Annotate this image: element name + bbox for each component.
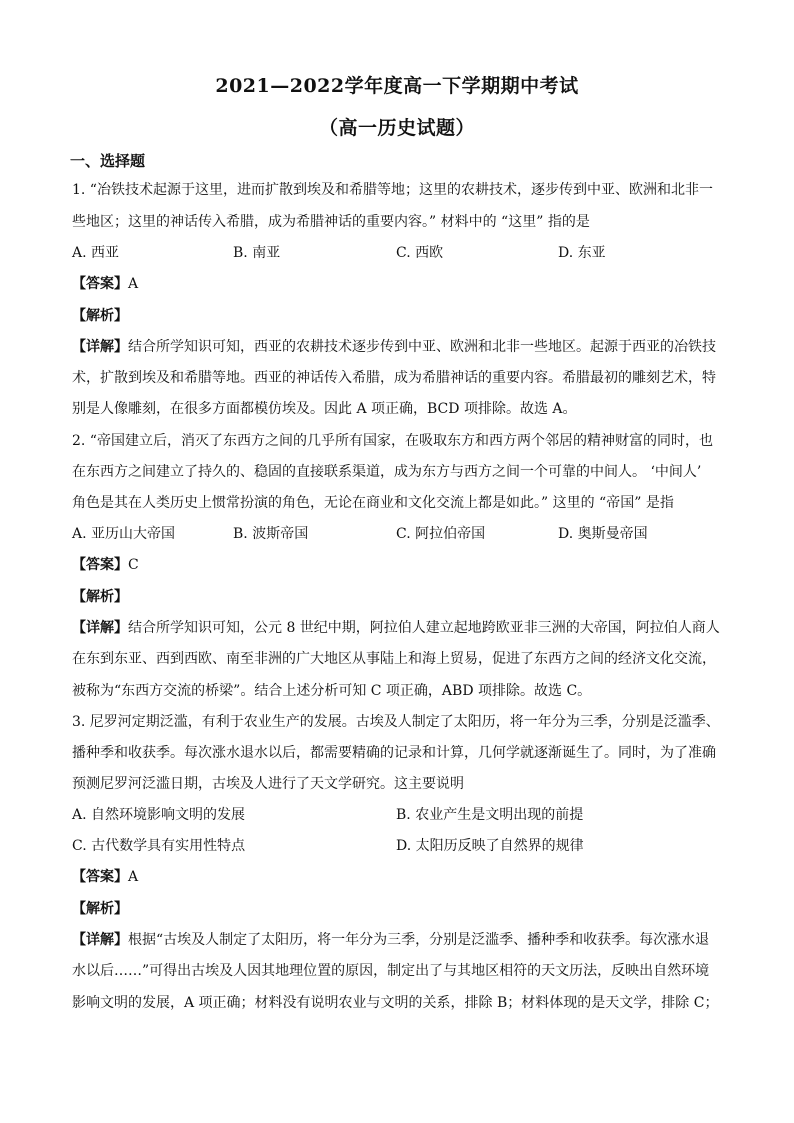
- answer-value: A: [128, 869, 139, 885]
- answer-value: C: [128, 557, 139, 573]
- q1-detail-line3: 别是人像雕刻，在很多方面都模仿埃及。因此 A 项正确，BCD 项排除。故选 A。: [72, 401, 577, 417]
- exam-title: 2021—2022学年度高一下学期期中考试: [215, 75, 579, 97]
- q3-detail-line1: [72, 930, 732, 950]
- q3-answer: [72, 867, 732, 887]
- q1-option-b: B. 南亚: [233, 245, 281, 261]
- answer-value: A: [128, 276, 139, 292]
- detail-text: 结合所学知识可知，西亚的农耕技术逐步传到中亚、欧洲和北非一些地区。起源于西亚的冶铁技: [128, 339, 716, 355]
- q3-stem-line3: 预测尼罗河泛滥日期，古埃及人进行了天文学研究。这主要说明: [72, 776, 464, 792]
- detail-text: 结合所学知识可知，公元 8 世纪中期，阿拉伯人建立起地跨欧亚非三洲的大帝国，阿拉伯人商人: [128, 620, 720, 636]
- q2-stem-line2: 在东西方之间建立了持久的、稳固的直接联系渠道，成为东方与西方之间一个可靠的中间人。 ‘中间人’: [72, 464, 702, 480]
- q2-analysis-tag: 【解析】: [72, 589, 128, 605]
- q2-detail-line3: 被称为“东西方交流的桥梁”。结合上述分析可知 C 项正确，ABD 项排除。故选 C。: [72, 683, 592, 699]
- q2-option-c: C. 阿拉伯帝国: [396, 526, 486, 542]
- q2-answer: [72, 555, 732, 575]
- detail-tag: 【详解】: [72, 339, 128, 355]
- q1-option-a: A. 西亚: [72, 245, 120, 261]
- q2-stem-line3: 角色是其在人类历史上惯常扮演的角色，无论在商业和文化交流上都是如此。” 这里的 “帝国” 是指: [72, 495, 674, 511]
- detail-text: 根据“古埃及人制定了太阳历，将一年分为三季，分别是泛滥季、播种季和收获季。每次涨水退: [128, 932, 710, 948]
- q1-detail-line1: [72, 337, 732, 357]
- answer-tag: 【答案】: [72, 276, 128, 292]
- q3-stem-line2: 播种季和收获季。每次涨水退水以后，都需要精确的记录和计算，几何学就逐渐诞生了。同时，为了准确: [72, 745, 716, 761]
- q3-option-a: A. 自然环境影响文明的发展: [72, 807, 246, 823]
- q1-detail-line2: 术，扩散到埃及和希腊等地。西亚的神话传入希腊，成为希腊神话的重要内容。希腊最初的雕刻艺术，特: [72, 370, 716, 386]
- q1-stem-line1: 1. “冶铁技术起源于这里，进而扩散到埃及和希腊等地；这里的农耕技术，逐步传到中亚、欧洲和北非一: [72, 182, 713, 198]
- q3-option-b: B. 农业产生是文明出现的前提: [396, 807, 584, 823]
- q1-answer: [72, 274, 732, 294]
- section-heading: 一、选择题: [70, 152, 146, 170]
- detail-tag: 【详解】: [72, 620, 128, 636]
- q3-stem-line1: 3. 尼罗河定期泛滥，有利于农业生产的发展。古埃及人制定了太阳历，将一年分为三季，分别是泛滥季、: [72, 714, 720, 730]
- q3-detail-line3: 影响文明的发展，A 项正确；材料没有说明农业与文明的关系，排除 B；材料体现的是天文学，排除 C；: [72, 995, 719, 1011]
- q2-option-d: D. 奥斯曼帝国: [558, 526, 648, 542]
- q3-analysis-tag: 【解析】: [72, 901, 128, 917]
- q3-option-c: C. 古代数学具有实用性特点: [72, 838, 246, 854]
- q1-option-d: D. 东亚: [558, 245, 606, 261]
- q1-analysis-tag: 【解析】: [72, 308, 128, 324]
- answer-tag: 【答案】: [72, 869, 128, 885]
- q2-detail-line2: 在东到东亚、西到西欧、南至非洲的广大地区从事陆上和海上贸易，促进了东西方之间的经济文化交流，: [72, 651, 716, 667]
- q1-stem-line2: 些地区；这里的神话传入希腊，成为希腊神话的重要内容。” 材料中的 “这里” 指的是: [72, 214, 590, 230]
- q2-option-a: A. 亚历山大帝国: [72, 526, 176, 542]
- exam-subtitle: （高一历史试题）: [318, 117, 475, 139]
- q3-option-d: D. 太阳历反映了自然界的规律: [396, 838, 584, 854]
- q2-option-b: B. 波斯帝国: [233, 526, 309, 542]
- answer-tag: 【答案】: [72, 557, 128, 573]
- detail-tag: 【详解】: [72, 932, 128, 948]
- q1-option-c: C. 西欧: [396, 245, 444, 261]
- q2-detail-line1: [72, 618, 732, 638]
- q2-stem-line1: 2. “帝国建立后，消灭了东西方之间的几乎所有国家，在吸取东方和西方两个邻居的精神财富的同时，也: [72, 433, 713, 449]
- q3-detail-line2: 水以后……”可得出古埃及人因其地理位置的原因，制定出了与其地区相符的天文历法，反映出自然环境: [72, 963, 710, 979]
